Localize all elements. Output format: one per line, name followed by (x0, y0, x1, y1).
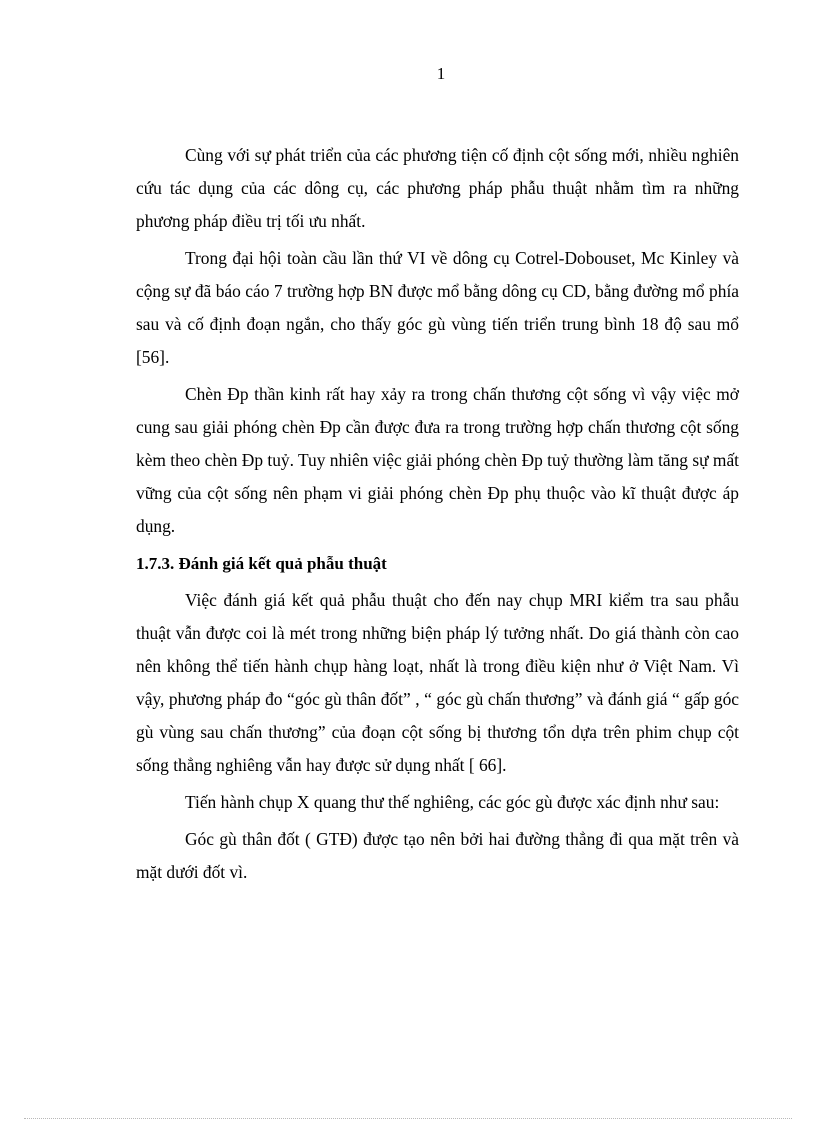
paragraph: Góc gù thân đốt ( GTĐ) được tạo nên bởi hai đường thẳng đi qua mặt trên và mặt dưới đốt vì. (136, 829, 739, 882)
paragraph: Trong đại hội toàn cầu lần thứ VI về dông cụ Cotrel-Dobouset, Mc Kinley và cộng sự đã báo cáo 7 trường hợp BN được mổ bằng dông cụ CD, bằng đường mổ phía sau và cố định đoạn ngắn, cho thấy góc gù vùng tiến triển trung bình 18 độ sau mổ [56]. (136, 248, 739, 367)
page-number: 1 (436, 64, 446, 83)
page-bottom-divider (24, 1118, 792, 1119)
paragraph: Cùng với sự phát triển của các phương tiện cố định cột sống mới, nhiều nghiên cứu tác dụng của các dông cụ, các phương pháp phẫu thuật nhằm tìm ra những phương pháp điều trị tối ưu nhất. (136, 145, 739, 231)
section-heading: 1.7.3. Đánh giá kết quả phẫu thuật (136, 554, 387, 573)
paragraph: Việc đánh giá kết quả phẫu thuật cho đến nay chụp MRI kiểm tra sau phẫu thuật vẫn được coi là mét trong những biện pháp lý tưởng nhất. Do giá thành còn cao nên không thể tiến hành chụp hàng loạt, nhất là trong điều kiện như ở Việt Nam. Vì vậy, phương pháp đo “góc gù thân đốt” , “ góc gù chấn thương” và đánh giá “ gấp góc gù vùng sau chấn thương” của đoạn cột sống bị thương tổn dựa trên phim chụp cột sống thẳng nghiêng vẫn hay được sử dụng nhất [ 66]. (136, 590, 739, 775)
document-body (136, 139, 739, 893)
paragraph: Tiến hành chụp X quang thư thế nghiêng, các góc gù được xác định như sau: (185, 792, 720, 812)
paragraph: Chèn Đp thần kinh rất hay xảy ra trong chấn thương cột sống vì vậy việc mở cung sau giải phóng chèn Đp cần được đưa ra trong trường hợp chấn thương cột sống kèm theo chèn Đp tuỷ. Tuy nhiên việc giải phóng chèn Đp tuỷ thường làm tăng sự mất vững của cột sống nên phạm vi giải phóng chèn Đp phụ thuộc vào kĩ thuật được áp dụng. (136, 384, 739, 536)
